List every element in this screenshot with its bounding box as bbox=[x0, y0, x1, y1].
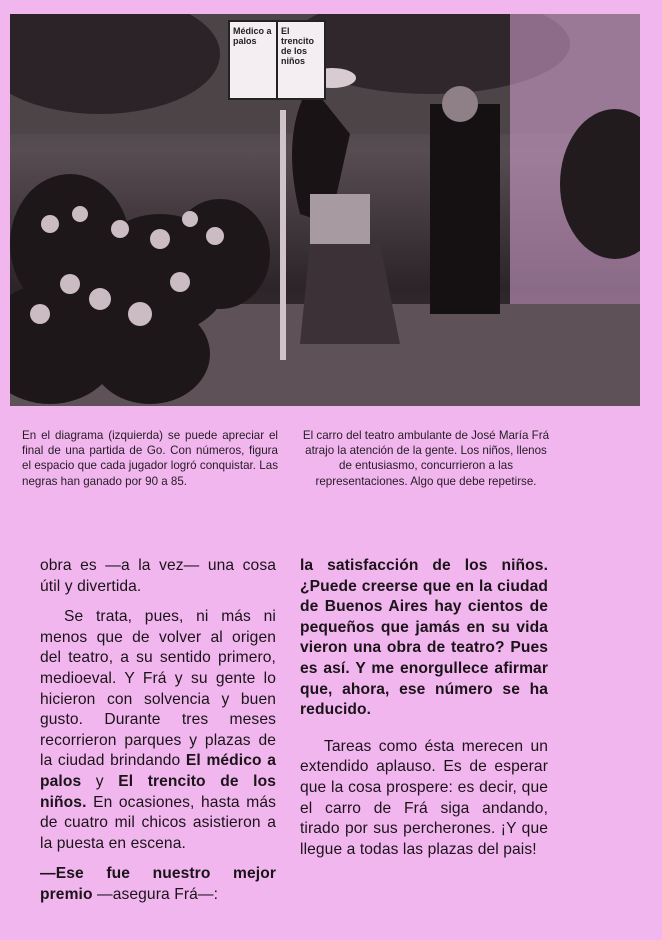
paragraph: Tareas como ésta merecen un extendido aplauso. Es de esperar que la cosa prospere: es decir, que el carro de Frá siga andando, tirado por sus percherones. ¡Y que llegue a todas las plazas del pais! bbox=[300, 737, 548, 858]
article-column-right bbox=[300, 556, 548, 870]
street-theater-photo bbox=[10, 14, 640, 406]
sign-left-text: Médico a palos bbox=[230, 22, 278, 98]
paragraph: obra es —a la vez— una cosa útil y divertida. bbox=[40, 557, 276, 595]
caption-left: En el diagrama (izquierda) se puede apreciar el final de una partida de Go. Con números, figura el espacio que cada jugador logró conquistar. Las negras han ganado por 90 a 85. bbox=[22, 429, 278, 488]
sign-right-text: El trencito de los niños bbox=[281, 26, 315, 66]
paragraph: la satisfacción de los niños. ¿Puede creerse que en la ciudad de Buenos Aires hay cientos de pequeños que jamás en su vida vieron una obra de teatro? Pues es así. Y me enorgullece afirmar que, ahora, ese número se ha reducido. bbox=[300, 557, 548, 719]
paragraph: Se trata, pues, ni más ni menos que de volver al origen del teatro, a su sentido primero, medioeval. Y Frá y su gente lo hicieron con solvencia y buen gusto. Durante tres meses recorrieron parques y plazas de la ciudad brindando El médico a palos y El trencito de los niños. En ocasiones, hasta más de cuatro mil chicos asistieron a la puesta en escena. bbox=[40, 608, 276, 852]
theater-sign bbox=[228, 20, 326, 100]
paragraph: —Ese fue nuestro mejor premio —asegura Frá—: bbox=[40, 865, 276, 903]
article-column-left bbox=[40, 556, 276, 916]
caption-right: El carro del teatro ambulante de José María Frá atrajo la atención de la gente. Los niños, llenos de entusiasmo, concurrieron a las representaciones. Algo que debe repetirse. bbox=[302, 429, 550, 488]
